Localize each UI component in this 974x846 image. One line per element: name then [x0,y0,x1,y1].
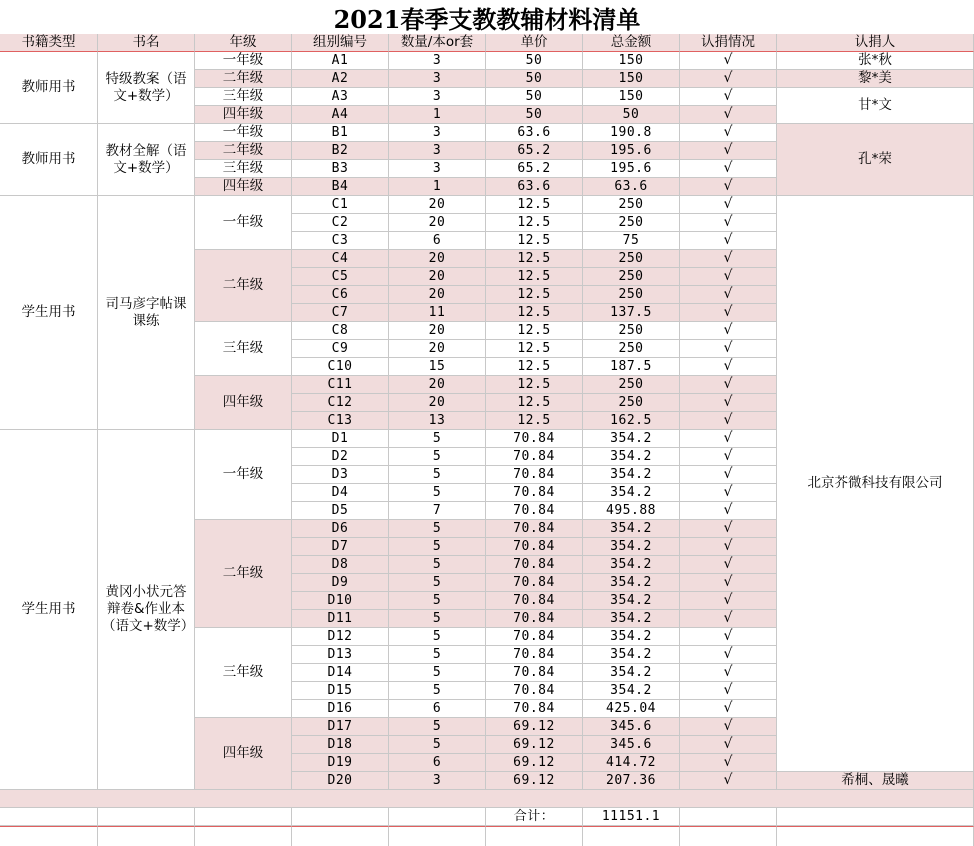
unit-price-cell: 70.84 [486,448,583,466]
unit-price-cell: 12.5 [486,322,583,340]
quantity-cell: 15 [389,358,486,376]
unit-price-cell: 12.5 [486,214,583,232]
total-amount-cell: 354.2 [583,430,680,448]
grade-cell: 一年级 [195,52,292,70]
book-name-cell: 司马彦字帖课课练 [98,196,195,430]
quantity-cell: 5 [389,736,486,754]
donation-status-check-icon: √ [680,610,777,628]
donation-status-check-icon: √ [680,646,777,664]
quantity-cell: 5 [389,466,486,484]
quantity-cell: 5 [389,430,486,448]
grade-cell: 四年级 [195,178,292,196]
donation-status-check-icon: √ [680,304,777,322]
donation-status-check-icon: √ [680,214,777,232]
donation-status-check-icon: √ [680,286,777,304]
donation-status-check-icon: √ [680,124,777,142]
quantity-cell: 1 [389,106,486,124]
donation-status-check-icon: √ [680,322,777,340]
grade-cell: 三年级 [195,628,292,718]
grade-cell: 四年级 [195,376,292,430]
quantity-cell: 6 [389,700,486,718]
unit-price-cell: 70.84 [486,538,583,556]
empty-cell [583,826,680,846]
total-amount-cell: 250 [583,214,680,232]
donation-status-check-icon: √ [680,664,777,682]
group-code-cell: C2 [292,214,389,232]
group-code-cell: D14 [292,664,389,682]
empty-cell [486,826,583,846]
group-code-cell: D3 [292,466,389,484]
grade-cell: 三年级 [195,160,292,178]
quantity-cell: 20 [389,322,486,340]
empty-cell [98,826,195,846]
group-code-cell: A1 [292,52,389,70]
unit-price-cell: 65.2 [486,160,583,178]
unit-price-cell: 70.84 [486,700,583,718]
quantity-cell: 3 [389,88,486,106]
donation-status-check-icon: √ [680,250,777,268]
quantity-cell: 5 [389,682,486,700]
donation-status-check-icon: √ [680,178,777,196]
unit-price-cell: 50 [486,106,583,124]
unit-price-cell: 69.12 [486,718,583,736]
donation-status-check-icon: √ [680,718,777,736]
donation-status-check-icon: √ [680,196,777,214]
group-code-cell: D5 [292,502,389,520]
quantity-cell: 5 [389,628,486,646]
group-code-cell: D2 [292,448,389,466]
grand-total-label: 合计： [486,808,583,826]
total-amount-cell: 195.6 [583,142,680,160]
unit-price-cell: 70.84 [486,520,583,538]
footer-cell [777,808,974,826]
footer-cell [680,808,777,826]
donation-status-check-icon: √ [680,736,777,754]
total-amount-cell: 425.04 [583,700,680,718]
group-code-cell: D7 [292,538,389,556]
group-code-cell: C4 [292,250,389,268]
quantity-cell: 13 [389,412,486,430]
quantity-cell: 20 [389,196,486,214]
quantity-cell: 5 [389,574,486,592]
column-header: 数量/本or套 [389,34,486,52]
group-code-cell: C8 [292,322,389,340]
unit-price-cell: 70.84 [486,484,583,502]
grade-cell: 一年级 [195,124,292,142]
grade-cell: 四年级 [195,106,292,124]
unit-price-cell: 12.5 [486,304,583,322]
grade-cell: 二年级 [195,520,292,628]
total-amount-cell: 354.2 [583,448,680,466]
empty-cell [0,826,98,846]
total-amount-cell: 187.5 [583,358,680,376]
quantity-cell: 20 [389,394,486,412]
quantity-cell: 5 [389,664,486,682]
total-amount-cell: 150 [583,70,680,88]
unit-price-cell: 70.84 [486,502,583,520]
unit-price-cell: 69.12 [486,736,583,754]
donation-status-check-icon: √ [680,268,777,286]
unit-price-cell: 70.84 [486,682,583,700]
column-header: 组别编号 [292,34,389,52]
book-type-cell: 教师用书 [0,52,98,124]
column-header: 总金额 [583,34,680,52]
quantity-cell: 11 [389,304,486,322]
group-code-cell: B2 [292,142,389,160]
group-code-cell: C10 [292,358,389,376]
donor-cell: 孔*荣 [777,124,974,196]
book-name-cell: 教材全解（语文+数学） [98,124,195,196]
quantity-cell: 3 [389,142,486,160]
total-amount-cell: 354.2 [583,538,680,556]
quantity-cell: 6 [389,232,486,250]
unit-price-cell: 12.5 [486,340,583,358]
quantity-cell: 20 [389,214,486,232]
group-code-cell: C1 [292,196,389,214]
unit-price-cell: 12.5 [486,286,583,304]
unit-price-cell: 12.5 [486,232,583,250]
donation-status-check-icon: √ [680,376,777,394]
quantity-cell: 5 [389,484,486,502]
donation-status-check-icon: √ [680,628,777,646]
sheet-title: 2021春季支教教辅材料清单 [333,4,641,34]
group-code-cell: D16 [292,700,389,718]
total-amount-cell: 250 [583,340,680,358]
total-amount-cell: 190.8 [583,124,680,142]
donation-status-check-icon: √ [680,70,777,88]
footer-cell [195,808,292,826]
unit-price-cell: 70.84 [486,664,583,682]
column-header: 认捐人 [777,34,974,52]
unit-price-cell: 69.12 [486,772,583,790]
unit-price-cell: 12.5 [486,376,583,394]
book-type-cell: 教师用书 [0,124,98,196]
group-code-cell: A3 [292,88,389,106]
quantity-cell: 3 [389,772,486,790]
total-amount-cell: 354.2 [583,484,680,502]
donation-status-check-icon: √ [680,394,777,412]
donation-status-check-icon: √ [680,556,777,574]
column-header: 书籍类型 [0,34,98,52]
donation-status-check-icon: √ [680,538,777,556]
quantity-cell: 20 [389,250,486,268]
quantity-cell: 20 [389,268,486,286]
footer-cell [98,808,195,826]
quantity-cell: 3 [389,160,486,178]
group-code-cell: D20 [292,772,389,790]
quantity-cell: 20 [389,340,486,358]
grade-cell: 二年级 [195,250,292,322]
donation-status-check-icon: √ [680,682,777,700]
unit-price-cell: 63.6 [486,124,583,142]
group-code-cell: D17 [292,718,389,736]
group-code-cell: D9 [292,574,389,592]
unit-price-cell: 70.84 [486,646,583,664]
total-amount-cell: 354.2 [583,466,680,484]
quantity-cell: 5 [389,520,486,538]
group-code-cell: D6 [292,520,389,538]
unit-price-cell: 12.5 [486,268,583,286]
unit-price-cell: 50 [486,52,583,70]
total-amount-cell: 354.2 [583,610,680,628]
empty-cell [195,826,292,846]
quantity-cell: 5 [389,592,486,610]
total-amount-cell: 354.2 [583,520,680,538]
donation-status-check-icon: √ [680,142,777,160]
total-amount-cell: 75 [583,232,680,250]
group-code-cell: D10 [292,592,389,610]
unit-price-cell: 70.84 [486,592,583,610]
donation-status-check-icon: √ [680,358,777,376]
group-code-cell: D1 [292,430,389,448]
quantity-cell: 1 [389,178,486,196]
unit-price-cell: 12.5 [486,394,583,412]
quantity-cell: 3 [389,124,486,142]
total-amount-cell: 345.6 [583,736,680,754]
total-amount-cell: 250 [583,322,680,340]
group-code-cell: D18 [292,736,389,754]
empty-cell [680,826,777,846]
grade-cell: 二年级 [195,70,292,88]
grade-cell: 三年级 [195,322,292,376]
donor-cell: 甘*文 [777,88,974,124]
total-amount-cell: 354.2 [583,556,680,574]
total-amount-cell: 414.72 [583,754,680,772]
unit-price-cell: 70.84 [486,574,583,592]
quantity-cell: 5 [389,610,486,628]
empty-cell [777,826,974,846]
donation-status-check-icon: √ [680,52,777,70]
total-amount-cell: 150 [583,52,680,70]
donation-status-check-icon: √ [680,466,777,484]
unit-price-cell: 70.84 [486,466,583,484]
unit-price-cell: 63.6 [486,178,583,196]
group-code-cell: D4 [292,484,389,502]
donation-status-check-icon: √ [680,520,777,538]
donation-status-check-icon: √ [680,340,777,358]
group-code-cell: C3 [292,232,389,250]
donor-cell: 北京芥微科技有限公司 [777,196,974,772]
book-type-cell: 学生用书 [0,196,98,430]
donation-status-check-icon: √ [680,448,777,466]
book-name-cell: 黄冈小状元答辩卷&作业本（语文+数学） [98,430,195,790]
unit-price-cell: 50 [486,88,583,106]
book-name-cell: 特级教案（语文+数学） [98,52,195,124]
group-code-cell: C6 [292,286,389,304]
group-code-cell: C9 [292,340,389,358]
unit-price-cell: 12.5 [486,358,583,376]
unit-price-cell: 70.84 [486,610,583,628]
footer-cell [0,808,98,826]
group-code-cell: D15 [292,682,389,700]
empty-cell [292,826,389,846]
group-code-cell: D13 [292,646,389,664]
total-amount-cell: 354.2 [583,592,680,610]
unit-price-cell: 12.5 [486,196,583,214]
grade-cell: 四年级 [195,718,292,790]
donation-status-check-icon: √ [680,412,777,430]
total-amount-cell: 354.2 [583,628,680,646]
quantity-cell: 20 [389,286,486,304]
donation-status-check-icon: √ [680,106,777,124]
group-code-cell: C11 [292,376,389,394]
blank-row [0,790,974,808]
total-amount-cell: 207.36 [583,772,680,790]
donor-cell: 张*秋 [777,52,974,70]
donation-status-check-icon: √ [680,700,777,718]
donation-status-check-icon: √ [680,772,777,790]
column-header: 认捐情况 [680,34,777,52]
quantity-cell: 5 [389,718,486,736]
quantity-cell: 7 [389,502,486,520]
group-code-cell: D12 [292,628,389,646]
donor-cell: 黎*美 [777,70,974,88]
grade-cell: 一年级 [195,430,292,520]
group-code-cell: B1 [292,124,389,142]
donation-status-check-icon: √ [680,232,777,250]
book-type-cell: 学生用书 [0,430,98,790]
donation-status-check-icon: √ [680,574,777,592]
group-code-cell: D19 [292,754,389,772]
total-amount-cell: 250 [583,394,680,412]
unit-price-cell: 12.5 [486,412,583,430]
total-amount-cell: 137.5 [583,304,680,322]
group-code-cell: D11 [292,610,389,628]
group-code-cell: A4 [292,106,389,124]
grade-cell: 二年级 [195,142,292,160]
unit-price-cell: 70.84 [486,430,583,448]
total-amount-cell: 250 [583,286,680,304]
group-code-cell: C5 [292,268,389,286]
total-amount-cell: 354.2 [583,646,680,664]
quantity-cell: 5 [389,646,486,664]
quantity-cell: 20 [389,376,486,394]
unit-price-cell: 12.5 [486,250,583,268]
footer-cell [389,808,486,826]
unit-price-cell: 70.84 [486,628,583,646]
quantity-cell: 5 [389,538,486,556]
group-code-cell: D8 [292,556,389,574]
donor-cell: 希桐、晟曦 [777,772,974,790]
total-amount-cell: 354.2 [583,682,680,700]
total-amount-cell: 354.2 [583,664,680,682]
footer-cell [292,808,389,826]
empty-cell [389,826,486,846]
group-code-cell: B3 [292,160,389,178]
quantity-cell: 3 [389,70,486,88]
donation-status-check-icon: √ [680,592,777,610]
total-amount-cell: 354.2 [583,574,680,592]
quantity-cell: 5 [389,448,486,466]
total-amount-cell: 150 [583,88,680,106]
total-amount-cell: 50 [583,106,680,124]
total-amount-cell: 250 [583,250,680,268]
unit-price-cell: 65.2 [486,142,583,160]
grade-cell: 一年级 [195,196,292,250]
group-code-cell: C13 [292,412,389,430]
group-code-cell: C12 [292,394,389,412]
total-amount-cell: 495.88 [583,502,680,520]
quantity-cell: 3 [389,52,486,70]
quantity-cell: 6 [389,754,486,772]
unit-price-cell: 69.12 [486,754,583,772]
group-code-cell: A2 [292,70,389,88]
total-amount-cell: 162.5 [583,412,680,430]
column-header: 书名 [98,34,195,52]
group-code-cell: B4 [292,178,389,196]
donation-status-check-icon: √ [680,88,777,106]
group-code-cell: C7 [292,304,389,322]
grand-total-value: 11151.1 [583,808,680,826]
donation-status-check-icon: √ [680,430,777,448]
total-amount-cell: 195.6 [583,160,680,178]
grade-cell: 三年级 [195,88,292,106]
donation-status-check-icon: √ [680,502,777,520]
donation-status-check-icon: √ [680,754,777,772]
donation-status-check-icon: √ [680,160,777,178]
donation-table [0,34,974,846]
quantity-cell: 5 [389,556,486,574]
total-amount-cell: 250 [583,196,680,214]
total-amount-cell: 63.6 [583,178,680,196]
column-header: 年级 [195,34,292,52]
total-amount-cell: 250 [583,268,680,286]
donation-status-check-icon: √ [680,484,777,502]
unit-price-cell: 50 [486,70,583,88]
total-amount-cell: 250 [583,376,680,394]
column-header: 单价 [486,34,583,52]
total-amount-cell: 345.6 [583,718,680,736]
unit-price-cell: 70.84 [486,556,583,574]
